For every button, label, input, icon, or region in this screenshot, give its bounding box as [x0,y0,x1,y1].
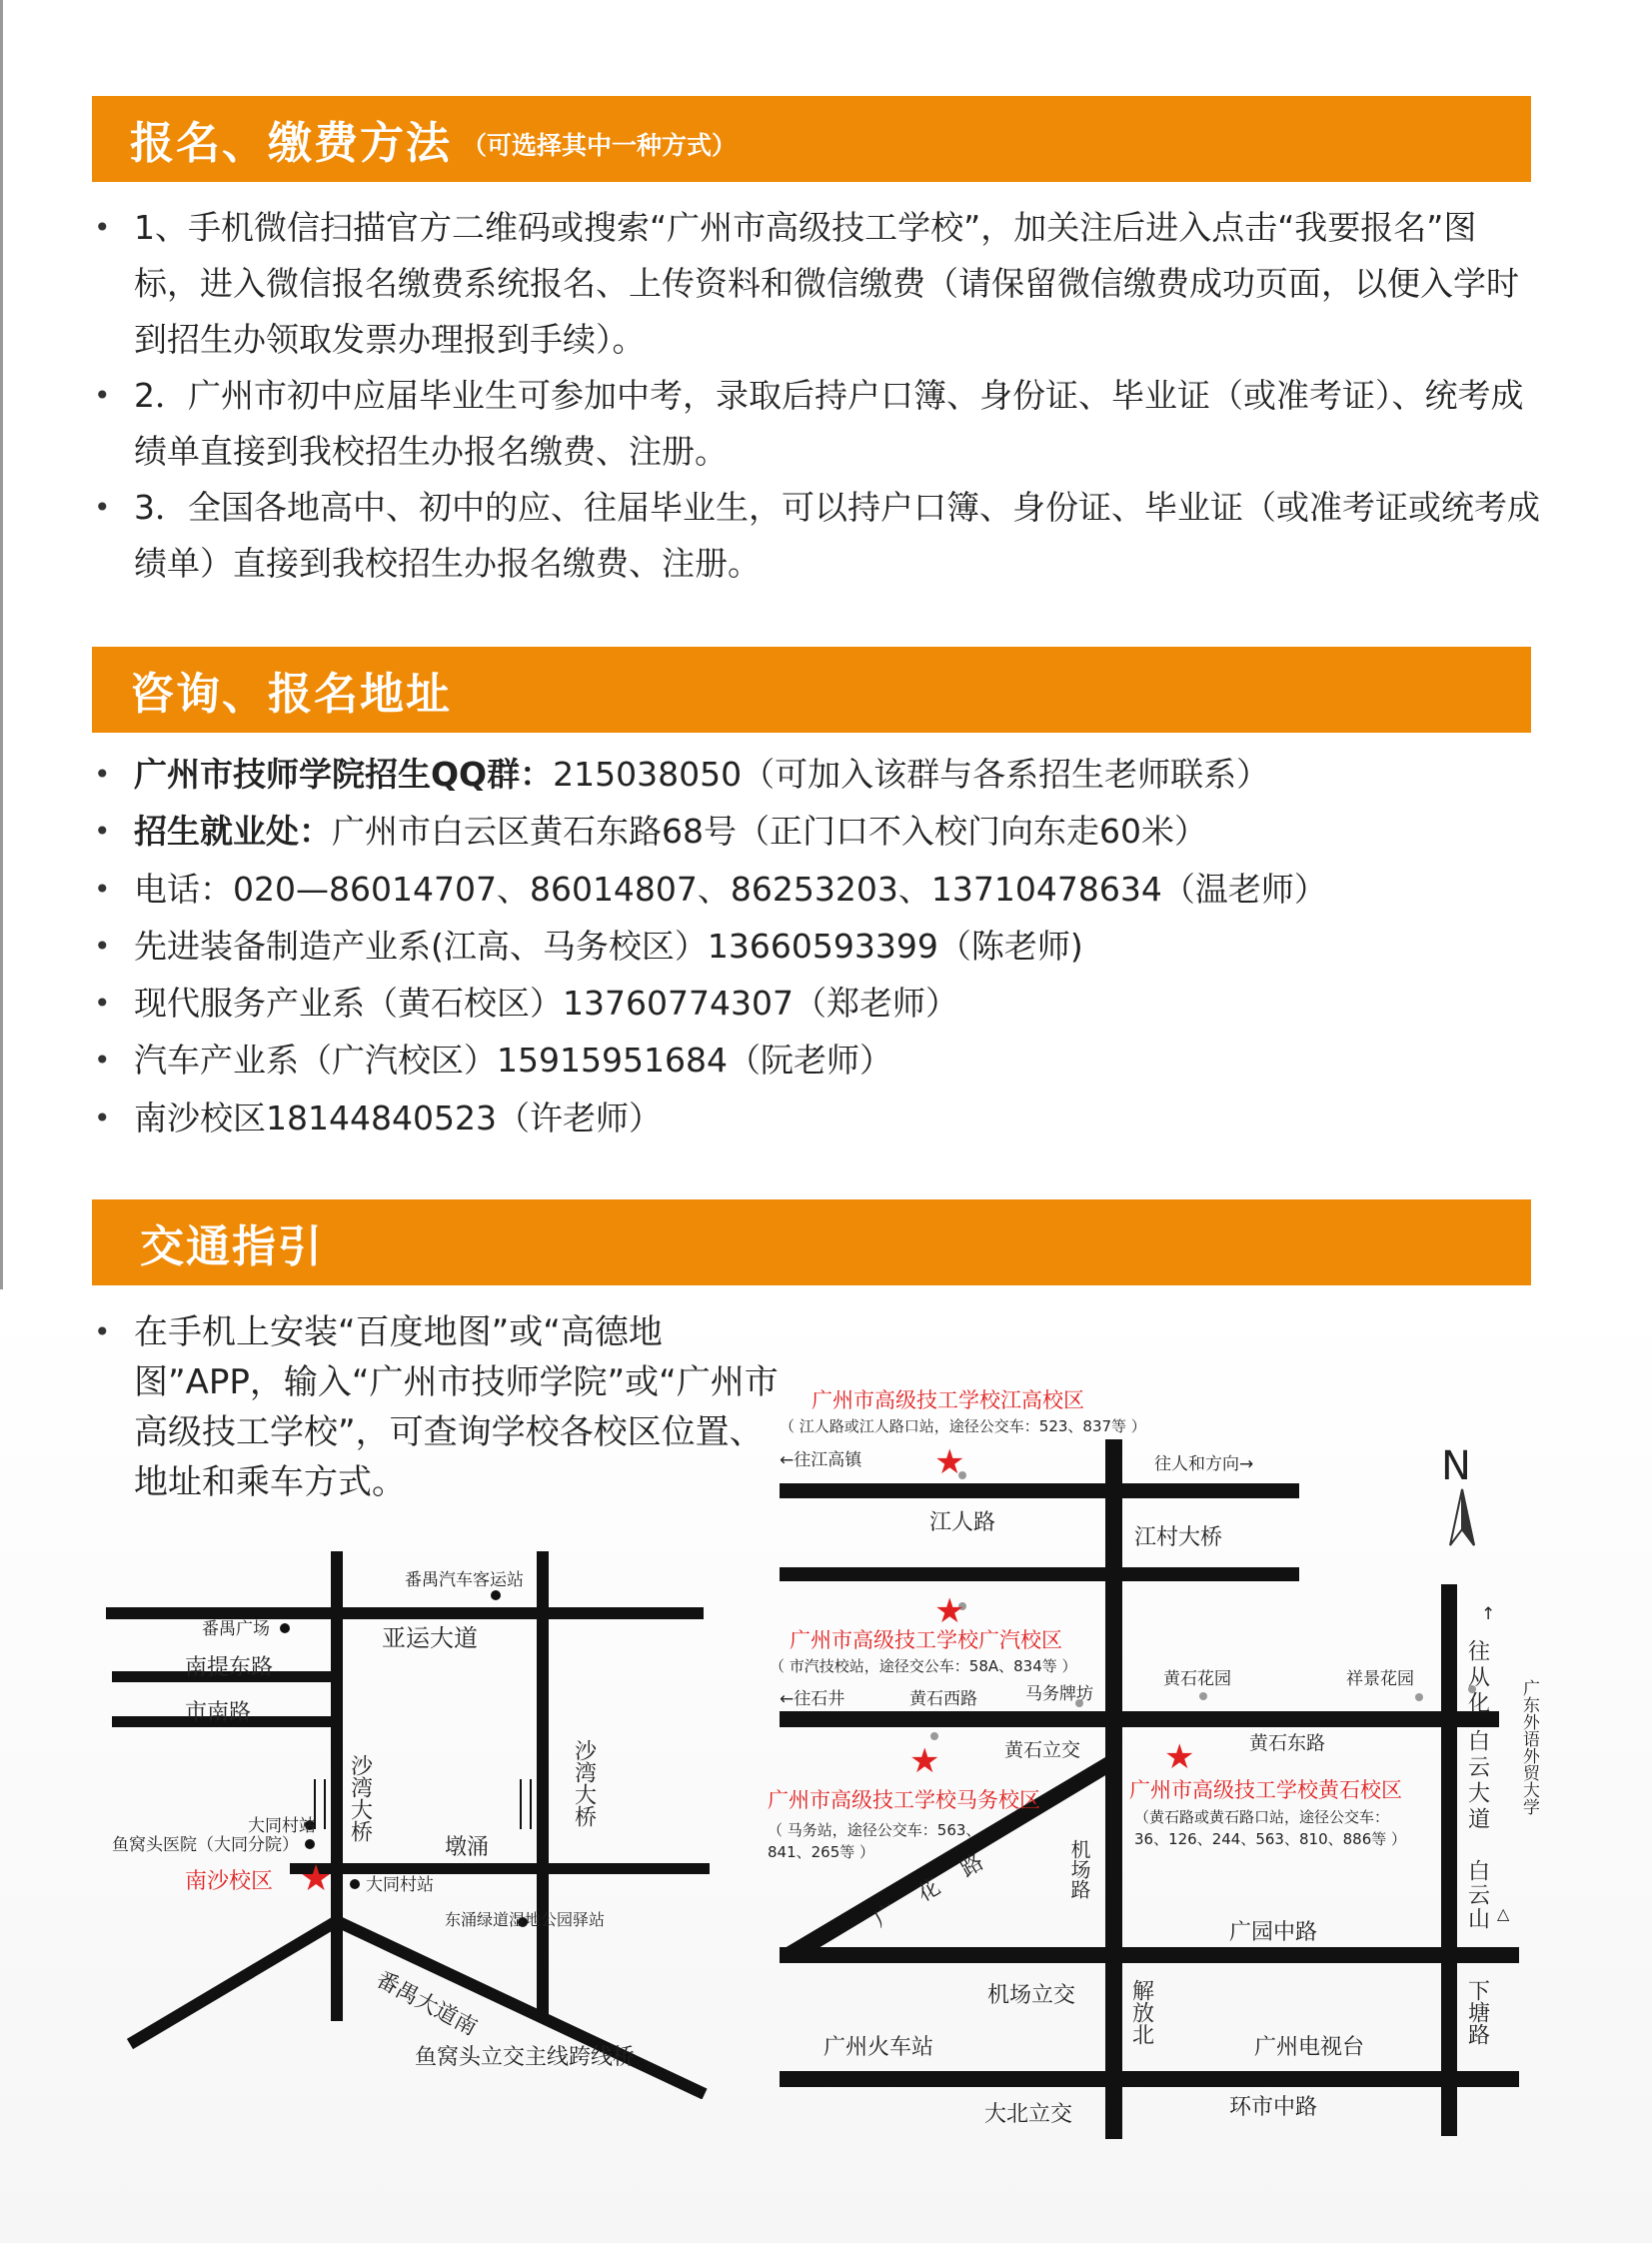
list-item [92,803,1541,860]
section-registration-banner [92,96,1531,182]
label-huangshi-interchange: 黄石立交 [1004,1739,1081,1761]
label-to-renhe: 往人和方向→ [1154,1454,1254,1474]
dot-panyu-bus [491,1590,501,1600]
road-huanshi [780,2071,1519,2087]
dot-panyu-square [280,1623,290,1633]
label-huangshi-east-road: 黄石东路 [1249,1732,1326,1754]
road-jiangcun [780,1567,1299,1581]
label-jiangren-road: 江人路 [929,1510,996,1535]
item-text: 现代服务产业系（黄石校区）13760774307（郑老师） [134,984,958,1024]
label-baiyun-mountain: 白云山 [1464,1859,1490,1931]
map-nansha [100,1539,720,2099]
label-baiyun-avenue: 白云大道 [1464,1729,1490,1833]
label-mawu-note-1: （ 马务站，途径公交车：563、 [768,1821,981,1839]
section-registration-title: 报名、缴费方法 [130,118,452,169]
list-item [92,975,1541,1032]
star-icon: ★ [1164,1737,1195,1777]
label-to-jianggao: ←往江高镇 [780,1450,862,1470]
road-shawan-east [537,1551,549,2021]
item-text: 汽车产业系（广汽校区）15915951684（阮老师） [134,1041,892,1081]
item-label: 广州市技师学院招生QQ群： [134,755,554,794]
label-dongyong-park: 东涌绿道湿地公园驿站 [445,1910,606,1929]
star-icon: ★ [909,1741,940,1781]
section-contact-title: 咨询、报名地址 [130,669,452,720]
road-yayun [106,1607,704,1619]
section-contact-banner [92,647,1531,733]
label-shawan-bridge-west: 沙湾大桥 [347,1754,373,1842]
label-to-conghua: 往从化 [1464,1639,1490,1717]
label-guangqi-campus: 广州市高级技工学校广汽校区 [790,1628,1062,1652]
label-yuwotou-interchange: 鱼窝头立交主线跨线桥 [415,2045,636,2070]
label-tv-tower: 广州电视台 [1254,2035,1365,2060]
item-text: 南沙校区18144840523（许老师） [134,1098,662,1137]
list-item: • 在手机上安装“百度地图”或“高德地图”APP，输入“广州市技师学院”或“广州市高级技工学校”，可查询学校各校区位置、地址和乘车方式。 [92,1307,792,1507]
label-nansha-campus: 南沙校区 [185,1869,274,1894]
road-guangyuan [780,1947,1519,1963]
section-registration-subtitle: （可选择其中一种方式） [462,131,738,160]
label-panyu-bus: 番禺汽车客运站 [405,1570,524,1590]
section-transport-banner [92,1199,1531,1285]
item-label: 招生就业处： [134,812,332,852]
label-nanti-road: 南提东路 [185,1655,274,1680]
label-datongcun: 大同村站 [248,1816,316,1836]
label-airport-road: 机场路 [1067,1839,1091,1899]
section-transport-title: 交通指引 [140,1221,324,1272]
label-guanghua-road: 广花路 [869,1835,1012,1933]
road-huangshi [780,1711,1499,1727]
label-dunyong: 墩涌 [445,1835,490,1860]
star-icon: ★ [934,1442,965,1482]
contact-list [92,746,1541,1146]
label-jianggao-note: （ 江人路或江人路口站，途径公交车：523、837等 ） [780,1417,1146,1435]
road-southwest [130,1921,337,2044]
mountain-icon: △ [1497,1904,1510,1923]
list-item [92,1032,1541,1089]
label-huangshi-campus: 广州市高级技工学校黄石校区 [1129,1778,1402,1802]
label-huanshi-road: 环市中路 [1229,2095,1318,2120]
registration-methods-list [92,200,1541,592]
label-railway-station: 广州火车站 [824,2035,934,2060]
label-xiangjing-garden: 祥景花园 [1346,1669,1414,1689]
label-shawan-bridge-east: 沙湾大桥 [571,1739,597,1827]
label-huangshi-west-road: 黄石西路 [909,1689,977,1709]
label-jianggao-campus: 广州市高级技工学校江高校区 [812,1388,1084,1412]
label-panyu-square: 番禺广场 [202,1619,270,1639]
label-xiatang-road: 下塘路 [1464,1979,1490,2045]
label-yuwotou-hospital: 鱼窝头医院（大同分院） [112,1835,299,1855]
item-text: 先进装备制造产业系(江高、马务校区）13660593399（陈老师) [134,926,1083,966]
north-indicator: N [1441,1443,1471,1489]
label-huangshi-note-2: 36、126、244、563、810、886等 ） [1134,1830,1407,1848]
star-icon: ★ [300,1858,333,1899]
arrow-up-icon: ↑ [1481,1604,1496,1624]
label-mawu-campus: 广州市高级技工学校马务校区 [768,1788,1040,1812]
label-guangqi-note: （ 市汽技校站，途径交公车：58A、834等 ） [770,1657,1077,1675]
item-text: 215038050（可加入该群与各系招生老师联系） [553,755,1270,794]
label-yayun-road: 亚运大道 [382,1624,478,1652]
list-item: • 3．全国各地高中、初中的应、往届毕业生，可以持户口簿、身份证、毕业证（或准考证或统考成绩单）直接到我校招生办报名缴费、注册。 [92,480,1541,592]
list-item: • 1、手机微信扫描官方二维码或搜索“广州市高级技工学校”，加关注后进入点击“我要报名”图标，进入微信报名缴费系统报名、上传资料和微信缴费（请保留微信缴费成功页面，以便入学时到招生办领取发票办理报到手续）。 [92,200,1541,368]
map-guangzhou [760,1379,1539,2139]
label-airport-interchange: 机场立交 [987,1983,1076,2008]
road-airport [1105,1439,1122,2139]
label-guangyuan-road: 广园中路 [1229,1920,1318,1945]
list-item [92,1090,1541,1146]
list-item [92,861,1541,918]
label-dabei-interchange: 大北立交 [984,2102,1073,2127]
label-mawu-paifang: 马务牌坊 [1025,1684,1093,1704]
road-shawan-west [331,1551,343,2021]
label-jiangcun-bridge: 江村大桥 [1134,1525,1223,1550]
label-panyu-avenue-south: 番禺大道南 [372,1967,482,2041]
label-shinan-road: 市南路 [185,1700,252,1725]
label-mawu-note-2: 841、265等 ） [768,1843,875,1861]
star-icon: ★ [934,1591,965,1631]
list-item [92,918,1541,975]
label-jiefang-north: 解放北 [1128,1979,1154,2045]
label-huangshi-note-1: （黄石路或黄石路口站，途径公交车： [1134,1808,1390,1826]
label-huangshi-garden: 黄石花园 [1163,1669,1231,1689]
item-text: 电话：020—86014707、86014807、86253203、13710478634（温老师） [134,869,1327,909]
road-baiyun [1441,1584,1457,2136]
label-to-shijing: ←往石井 [780,1689,845,1709]
road-jiangren [780,1483,1299,1498]
label-datongcun-2: 大同村站 [366,1875,434,1895]
road-dunyong [290,1863,710,1874]
label-gdufs: 广东外语外贸大学 [1519,1679,1539,1815]
list-item: • 2．广州市初中应届毕业生可参加中考，录取后持户口簿、身份证、毕业证（或准考证）、统考成绩单直接到我校招生办报名缴费、注册。 [92,368,1541,480]
list-item [92,746,1541,803]
transport-list [92,1307,792,1507]
item-text: 广州市白云区黄石东路68号（正门口不入校门向东走60米） [332,812,1207,852]
